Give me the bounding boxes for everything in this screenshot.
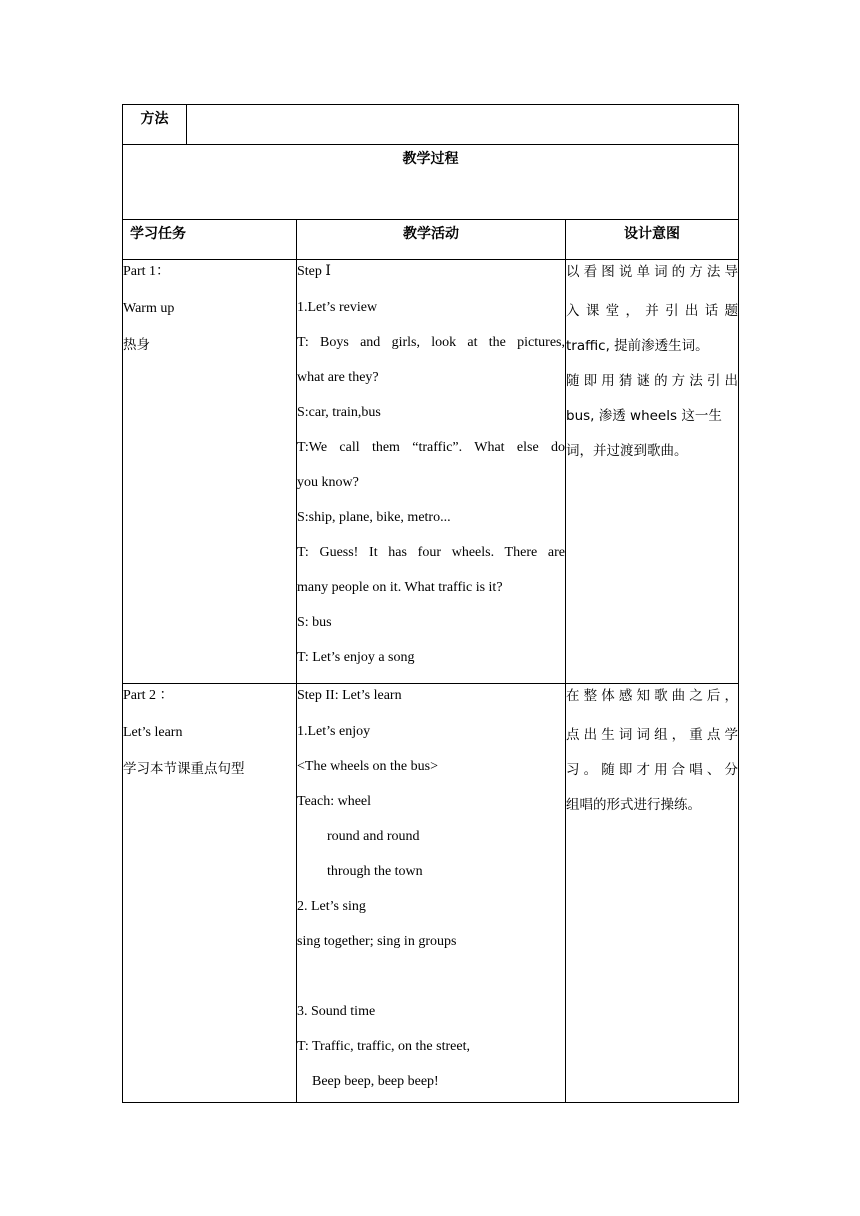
- intent-line: 以看图说单词的方法导: [566, 264, 739, 280]
- task-line: 热身: [123, 337, 150, 353]
- activity-line: Teach: wheel: [297, 794, 372, 809]
- method-value: [187, 105, 739, 145]
- activity-line: through the town: [327, 864, 423, 879]
- activity-line: T: Let’s enjoy a song: [297, 650, 415, 665]
- column-header-activity: 教学活动: [297, 220, 566, 260]
- activity-line: Beep beep, beep beep!: [312, 1074, 439, 1089]
- activity-line: S:ship, plane, bike, metro...: [297, 510, 451, 525]
- intent-cell: [566, 684, 739, 1103]
- activity-line: S: bus: [297, 615, 332, 630]
- intent-line: bus, 渗透 wheels 这一生: [566, 408, 722, 424]
- activity-line: Step II: Let’s learn: [297, 688, 402, 703]
- method-label: 方法: [123, 105, 187, 145]
- activity-line: round and round: [327, 829, 420, 844]
- lesson-plan-table: [122, 104, 739, 1103]
- activity-line: <The wheels on the bus>: [297, 759, 438, 774]
- column-header-row: [123, 220, 739, 260]
- activity-line: T: Boys and girls, look at the pictures,: [297, 335, 565, 350]
- intent-line: 在整体感知歌曲之后，: [566, 688, 739, 704]
- activity-line: 1.Let’s review: [297, 300, 378, 315]
- process-title-row: [123, 145, 739, 220]
- method-row: [123, 105, 739, 145]
- intent-line: 随即用猜谜的方法引出: [566, 373, 739, 389]
- intent-line: 入课堂，并引出话题: [566, 303, 739, 319]
- column-header-task: 学习任务: [123, 220, 297, 260]
- activity-line: you know?: [297, 475, 359, 490]
- task-line: Part 2 ：: [123, 688, 174, 703]
- intent-line: 词，并过渡到歌曲。: [566, 443, 688, 459]
- task-line: Part 1：: [123, 264, 171, 279]
- table-row: [123, 260, 739, 684]
- activity-cell: [297, 260, 566, 684]
- intent-line: 组唱的形式进行操练。: [566, 797, 701, 813]
- task-cell: [123, 684, 297, 1103]
- task-line: Warm up: [123, 301, 175, 316]
- task-line: 学习本节课重点句型: [123, 761, 245, 777]
- activity-line: T: Guess! It has four wheels. There are: [297, 545, 565, 560]
- task-cell: [123, 260, 297, 684]
- column-header-intent: 设计意图: [566, 220, 739, 260]
- activity-line: T: Traffic, traffic, on the street,: [297, 1039, 470, 1054]
- activity-line: 2. Let’s sing: [297, 899, 366, 914]
- activity-line: sing together; sing in groups: [297, 934, 457, 949]
- activity-line: [297, 959, 565, 994]
- activity-line: T:We call them “traffic”. What else do: [297, 440, 565, 455]
- activity-line: many people on it. What traffic is it?: [297, 580, 503, 595]
- intent-line: traffic, 提前渗透生词。: [566, 338, 709, 354]
- activity-line: S:car, train,bus: [297, 405, 381, 420]
- intent-cell: [566, 260, 739, 684]
- activity-line: 3. Sound time: [297, 1004, 376, 1019]
- process-title: 教学过程: [123, 145, 739, 220]
- table-row: [123, 684, 739, 1103]
- activity-line: Step Ⅰ: [297, 264, 331, 279]
- activity-cell: [297, 684, 566, 1103]
- task-line: Let’s learn: [123, 725, 183, 740]
- intent-line: 习。随即才用合唱、分: [566, 762, 739, 778]
- intent-line: 点出生词词组，重点学: [566, 727, 739, 743]
- activity-line: 1.Let’s enjoy: [297, 724, 371, 739]
- activity-line: what are they?: [297, 370, 379, 385]
